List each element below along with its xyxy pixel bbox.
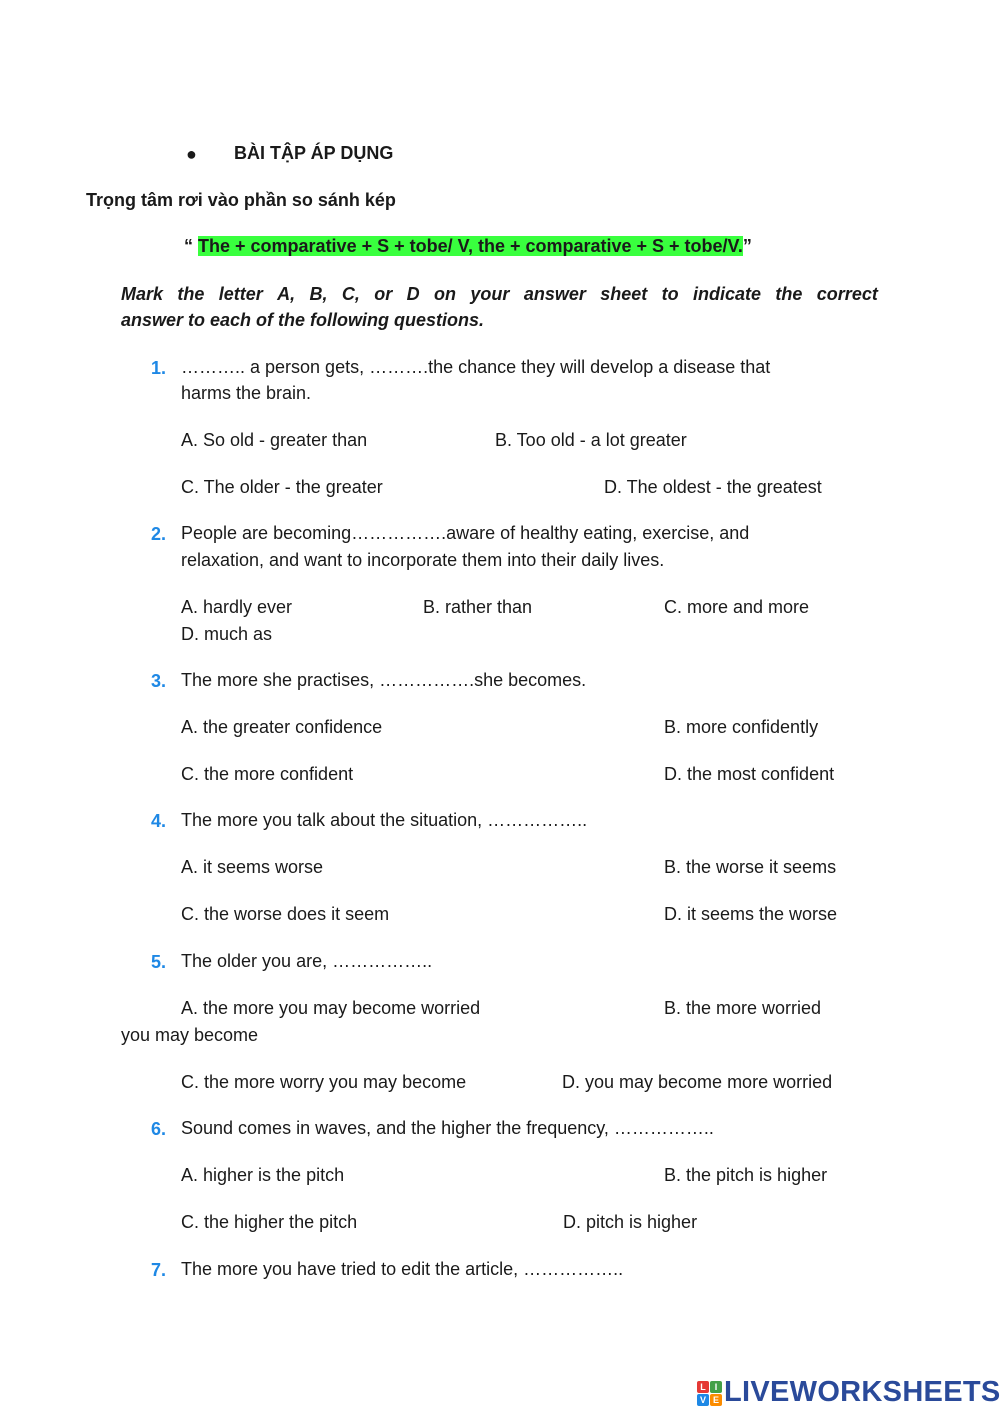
formula-line: [184, 236, 752, 257]
question-1-option-b[interactable]: B. Too old - a lot greater: [495, 430, 687, 450]
instruction-line-1: [121, 284, 878, 305]
question-4-option-b[interactable]: B. the worse it seems: [664, 857, 837, 877]
instruction-word: on: [434, 284, 457, 304]
open-quote: “: [184, 236, 199, 256]
question-7-number: 7.: [151, 1260, 167, 1280]
question-2-option-c[interactable]: C. more and more: [664, 597, 810, 617]
question-1-option-c[interactable]: C. The older - the greater: [181, 477, 383, 497]
question-6-option-a[interactable]: A. higher is the pitch: [181, 1165, 345, 1185]
instruction-word: D: [406, 284, 420, 304]
question-4-option-d[interactable]: D. it seems the worse: [664, 904, 838, 924]
question-3-option-d[interactable]: D. the most confident: [664, 764, 835, 784]
instruction-word: the: [177, 284, 205, 304]
liveworksheets-logo-text[interactable]: LIVEWORKSHEETS: [724, 1376, 1000, 1408]
instruction-word: sheet: [600, 284, 648, 304]
question-3-text: The more she practises, …………….she becomes.: [181, 670, 587, 690]
question-4-option-a[interactable]: A. it seems worse: [181, 857, 324, 877]
question-6-number: 6.: [151, 1119, 167, 1139]
instruction-word: your: [470, 284, 510, 304]
question-6-option-b[interactable]: B. the pitch is higher: [664, 1165, 828, 1185]
question-2-option-a[interactable]: A. hardly ever: [181, 597, 293, 617]
instruction-word: answer: [523, 284, 586, 304]
bullet: ●: [186, 144, 197, 164]
question-4-number: 4.: [151, 811, 167, 831]
question-1-text-line-2: harms the brain.: [181, 383, 312, 403]
question-6-text: Sound comes in waves, and the higher the frequency, ……………..: [181, 1118, 714, 1138]
question-4-option-c[interactable]: C. the worse does it seem: [181, 904, 390, 924]
question-5-option-c[interactable]: C. the more worry you may become: [181, 1072, 467, 1092]
instruction-word: the: [775, 284, 803, 304]
question-5-option-d[interactable]: D. you may become more worried: [562, 1072, 833, 1092]
instruction-line-2: answer to each of the following questions.: [121, 310, 485, 330]
question-1-option-d[interactable]: D. The oldest - the greatest: [604, 477, 822, 497]
instruction-word: correct: [816, 284, 878, 304]
question-1-number: 1.: [151, 358, 167, 378]
question-1-option-a[interactable]: A. So old - greater than: [181, 430, 368, 450]
question-3-option-a[interactable]: A. the greater confidence: [181, 717, 383, 737]
logo-letter-v: V: [697, 1394, 709, 1406]
question-6-option-d[interactable]: D. pitch is higher: [563, 1212, 698, 1232]
logo-letter-i: I: [710, 1381, 722, 1393]
instruction-word: letter: [218, 284, 263, 304]
formula-highlight: The + comparative + S + tobe/ V, the + comparative + S + tobe/V.: [198, 236, 743, 256]
focus-note: Trọng tâm rơi vào phần so sánh kép: [86, 190, 396, 210]
question-5-option-b-continued[interactable]: you may become: [121, 1025, 259, 1045]
question-3-number: 3.: [151, 671, 167, 691]
question-2-option-d[interactable]: D. much as: [181, 624, 273, 644]
question-6-option-c[interactable]: C. the higher the pitch: [181, 1212, 358, 1232]
question-5-option-a[interactable]: A. the more you may become worried: [181, 998, 481, 1018]
instruction-word: A,: [277, 284, 296, 304]
question-2-text-line-2: relaxation, and want to incorporate them into their daily lives.: [181, 550, 665, 570]
instruction-word: to: [661, 284, 679, 304]
section-title: BÀI TẬP ÁP DỤNG: [234, 143, 394, 163]
instruction-word: Mark: [121, 284, 164, 304]
logo-letter-l: L: [697, 1381, 709, 1393]
question-3-option-b[interactable]: B. more confidently: [664, 717, 819, 737]
question-4-text: The more you talk about the situation, ……………..: [181, 810, 588, 830]
liveworksheets-logo-mark: [697, 1381, 723, 1407]
question-5-number: 5.: [151, 952, 167, 972]
question-2-option-b[interactable]: B. rather than: [423, 597, 533, 617]
question-2-number: 2.: [151, 524, 167, 544]
instruction-word: indicate: [693, 284, 762, 304]
close-quote: ”: [742, 236, 752, 256]
instruction-word: or: [374, 284, 393, 304]
question-5-option-b[interactable]: B. the more worried: [664, 998, 822, 1018]
logo-letter-e: E: [710, 1394, 722, 1406]
question-1-text-line-1: ……….. a person gets, ……….the chance they will develop a disease that: [181, 357, 771, 377]
question-7-text: The more you have tried to edit the article, ……………..: [181, 1259, 624, 1279]
question-3-option-c[interactable]: C. the more confident: [181, 764, 354, 784]
instruction-word: B,: [309, 284, 328, 304]
question-2-text-line-1: People are becoming…………….aware of healthy eating, exercise, and: [181, 523, 750, 543]
instruction-word: C,: [341, 284, 360, 304]
question-5-text: The older you are, ……………..: [181, 951, 433, 971]
